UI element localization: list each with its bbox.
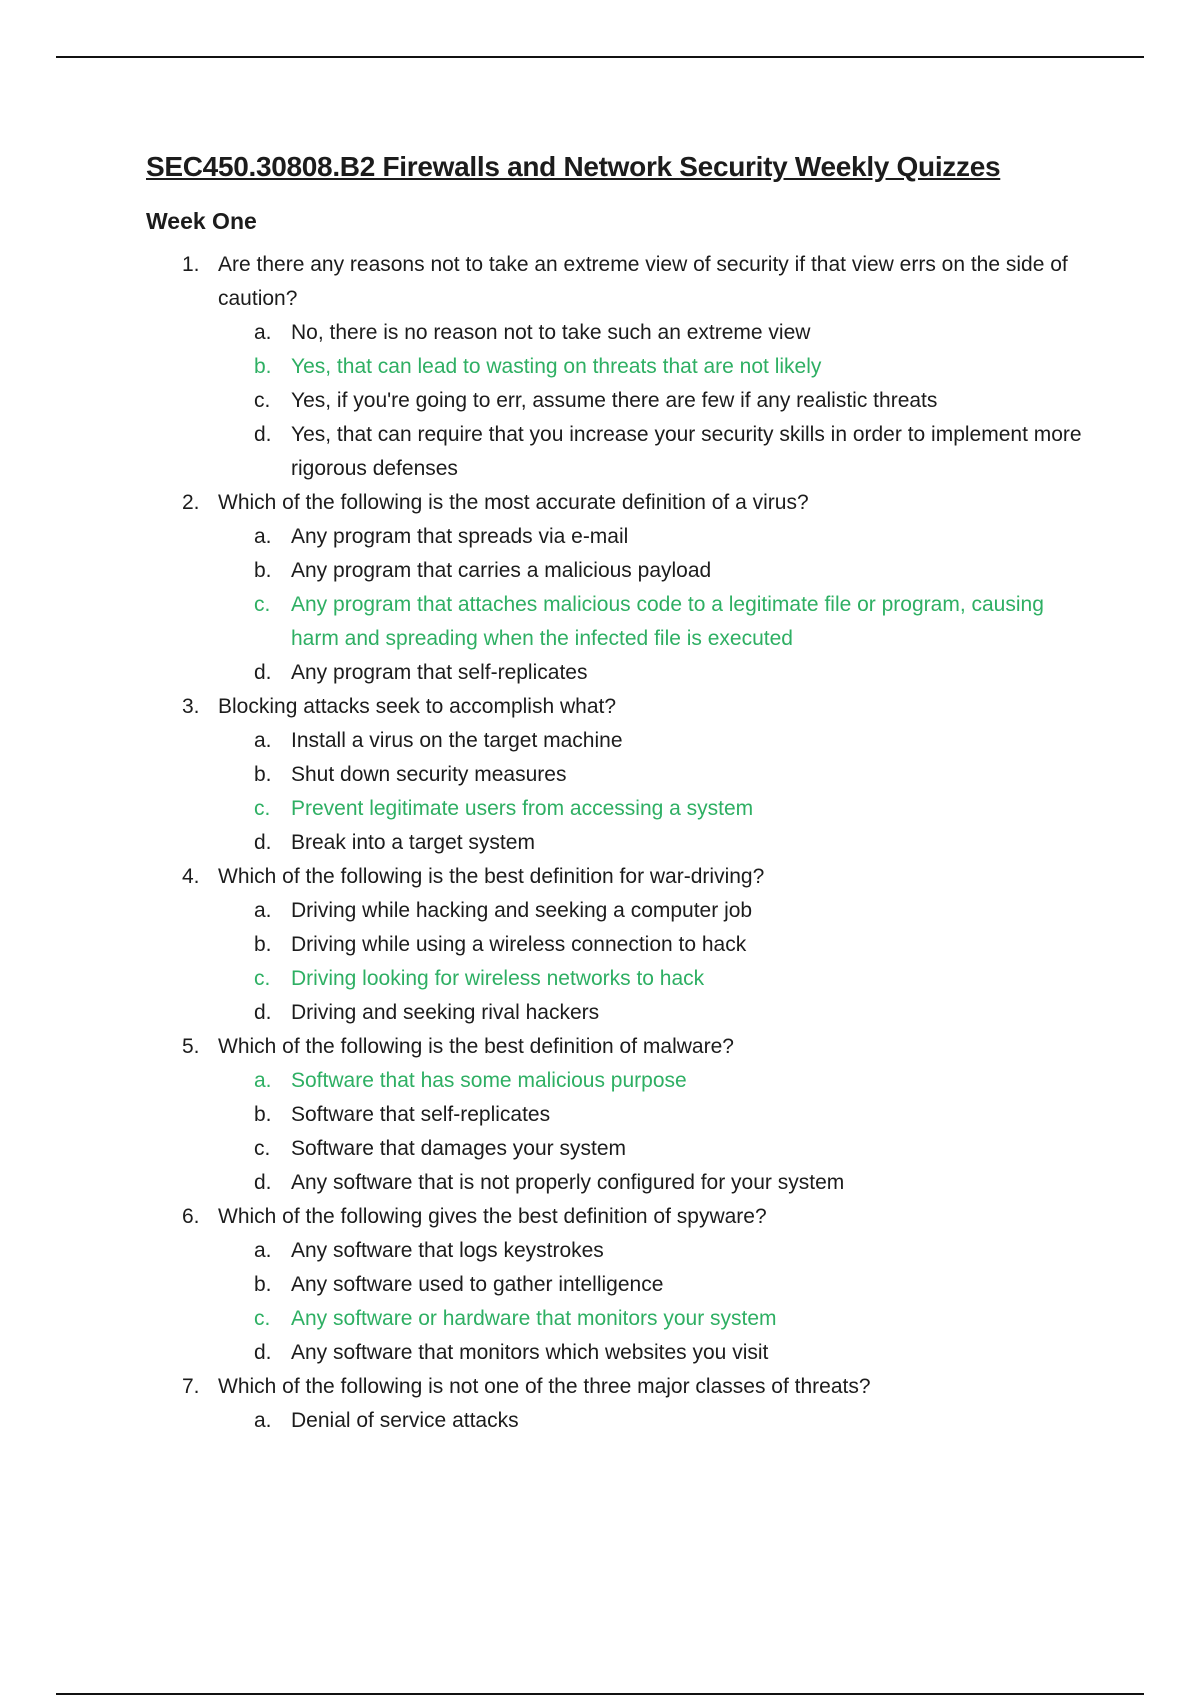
option-letter: b. [254, 763, 272, 786]
answer-option [218, 894, 1096, 928]
option-text: Driving and seeking rival hackers [291, 1001, 600, 1024]
option-text: Break into a target system [291, 831, 535, 854]
question-number: 5. [182, 1035, 200, 1058]
option-letter: b. [254, 559, 272, 582]
answer-options [218, 1404, 1096, 1438]
option-text: Any program that spreads via e-mail [291, 525, 629, 548]
answer-option [218, 418, 1096, 486]
option-text: Any program that attaches malicious code to a legitimate file or program, causing harm and spreading when the infected file is executed [291, 593, 1044, 650]
question-text: Which of the following gives the best definition of spyware? [218, 1205, 767, 1228]
answer-option [218, 1166, 1096, 1200]
answer-option [218, 384, 1096, 418]
option-text: Any software used to gather intelligence [291, 1273, 664, 1296]
option-letter: d. [254, 1001, 272, 1024]
answer-options [218, 1234, 1096, 1370]
option-text: Any software that monitors which websites you visit [291, 1341, 769, 1364]
answer-option [218, 1404, 1096, 1438]
option-text: Any program that carries a malicious payload [291, 559, 712, 582]
answer-option [218, 1268, 1096, 1302]
option-letter: c. [254, 593, 271, 616]
option-text: No, there is no reason not to take such an extreme view [291, 321, 811, 344]
question-item [146, 1030, 1096, 1200]
answer-option-correct [218, 792, 1096, 826]
answer-option [218, 1132, 1096, 1166]
answer-option [218, 724, 1096, 758]
answer-option [218, 928, 1096, 962]
answer-options [218, 894, 1096, 1030]
option-letter: d. [254, 423, 272, 446]
option-letter: a. [254, 1409, 272, 1432]
question-number: 2. [182, 491, 200, 514]
option-text: Any software that is not properly configured for your system [291, 1171, 845, 1194]
question-text: Are there any reasons not to take an extreme view of security if that view errs on the side of caution? [218, 253, 1068, 310]
top-rule [56, 56, 1144, 58]
option-letter: c. [254, 1137, 271, 1160]
bottom-rule [56, 1693, 1144, 1695]
option-text: Software that has some malicious purpose [291, 1069, 687, 1092]
option-letter: b. [254, 1103, 272, 1126]
answer-option-correct [218, 350, 1096, 384]
option-text: Software that damages your system [291, 1137, 626, 1160]
option-text: Yes, that can lead to wasting on threats that are not likely [291, 355, 822, 378]
question-item [146, 486, 1096, 690]
question-text: Blocking attacks seek to accomplish what? [218, 695, 617, 718]
answer-option [218, 826, 1096, 860]
option-text: Driving while hacking and seeking a computer job [291, 899, 753, 922]
answer-options [218, 1064, 1096, 1200]
question-number: 1. [182, 253, 200, 276]
answer-option [218, 316, 1096, 350]
section-heading: Week One [146, 208, 257, 234]
option-letter: b. [254, 933, 272, 956]
option-letter: a. [254, 1239, 272, 1262]
answer-options [218, 316, 1096, 486]
answer-option [218, 1336, 1096, 1370]
option-letter: d. [254, 831, 272, 854]
option-letter: c. [254, 967, 271, 990]
question-text: Which of the following is the best definition of malware? [218, 1035, 734, 1058]
option-text: Software that self-replicates [291, 1103, 551, 1126]
question-item [146, 1200, 1096, 1370]
document-title: SEC450.30808.B2 Firewalls and Network Security Weekly Quizzes [146, 151, 1001, 182]
question-text: Which of the following is the best definition for war-driving? [218, 865, 765, 888]
option-text: Prevent legitimate users from accessing a system [291, 797, 754, 820]
option-text: Shut down security measures [291, 763, 567, 786]
option-letter: a. [254, 1069, 272, 1092]
option-letter: c. [254, 1307, 271, 1330]
option-text: Driving while using a wireless connection to hack [291, 933, 747, 956]
option-letter: a. [254, 899, 272, 922]
question-number: 7. [182, 1375, 200, 1398]
option-letter: a. [254, 321, 272, 344]
answer-options [218, 520, 1096, 690]
option-text: Driving looking for wireless networks to hack [291, 967, 705, 990]
option-letter: b. [254, 1273, 272, 1296]
question-item [146, 690, 1096, 860]
question-number: 3. [182, 695, 200, 718]
document-body [146, 148, 1096, 1438]
answer-option [218, 656, 1096, 690]
option-text: Any software that logs keystrokes [291, 1239, 604, 1262]
option-text: Any software or hardware that monitors your system [291, 1307, 777, 1330]
question-number: 4. [182, 865, 200, 888]
answer-option-correct [218, 588, 1096, 656]
answer-option [218, 520, 1096, 554]
answer-option [218, 1234, 1096, 1268]
option-text: Any program that self-replicates [291, 661, 588, 684]
answer-options [218, 724, 1096, 860]
question-text: Which of the following is not one of the three major classes of threats? [218, 1375, 871, 1398]
question-list [146, 248, 1096, 1438]
option-text: Install a virus on the target machine [291, 729, 623, 752]
option-letter: c. [254, 389, 271, 412]
answer-option [218, 554, 1096, 588]
question-number: 6. [182, 1205, 200, 1228]
option-letter: c. [254, 797, 271, 820]
option-letter: a. [254, 729, 272, 752]
option-text: Denial of service attacks [291, 1409, 519, 1432]
answer-option-correct [218, 1302, 1096, 1336]
answer-option [218, 758, 1096, 792]
option-letter: d. [254, 1341, 272, 1364]
question-item [146, 1370, 1096, 1438]
answer-option [218, 996, 1096, 1030]
option-text: Yes, that can require that you increase your security skills in order to implement more rigorous defenses [291, 423, 1082, 480]
question-item [146, 248, 1096, 486]
option-text: Yes, if you're going to err, assume there are few if any realistic threats [291, 389, 938, 412]
option-letter: a. [254, 525, 272, 548]
answer-option-correct [218, 1064, 1096, 1098]
answer-option [218, 1098, 1096, 1132]
option-letter: d. [254, 1171, 272, 1194]
answer-option-correct [218, 962, 1096, 996]
question-text: Which of the following is the most accurate definition of a virus? [218, 491, 809, 514]
option-letter: d. [254, 661, 272, 684]
option-letter: b. [254, 355, 272, 378]
question-item [146, 860, 1096, 1030]
